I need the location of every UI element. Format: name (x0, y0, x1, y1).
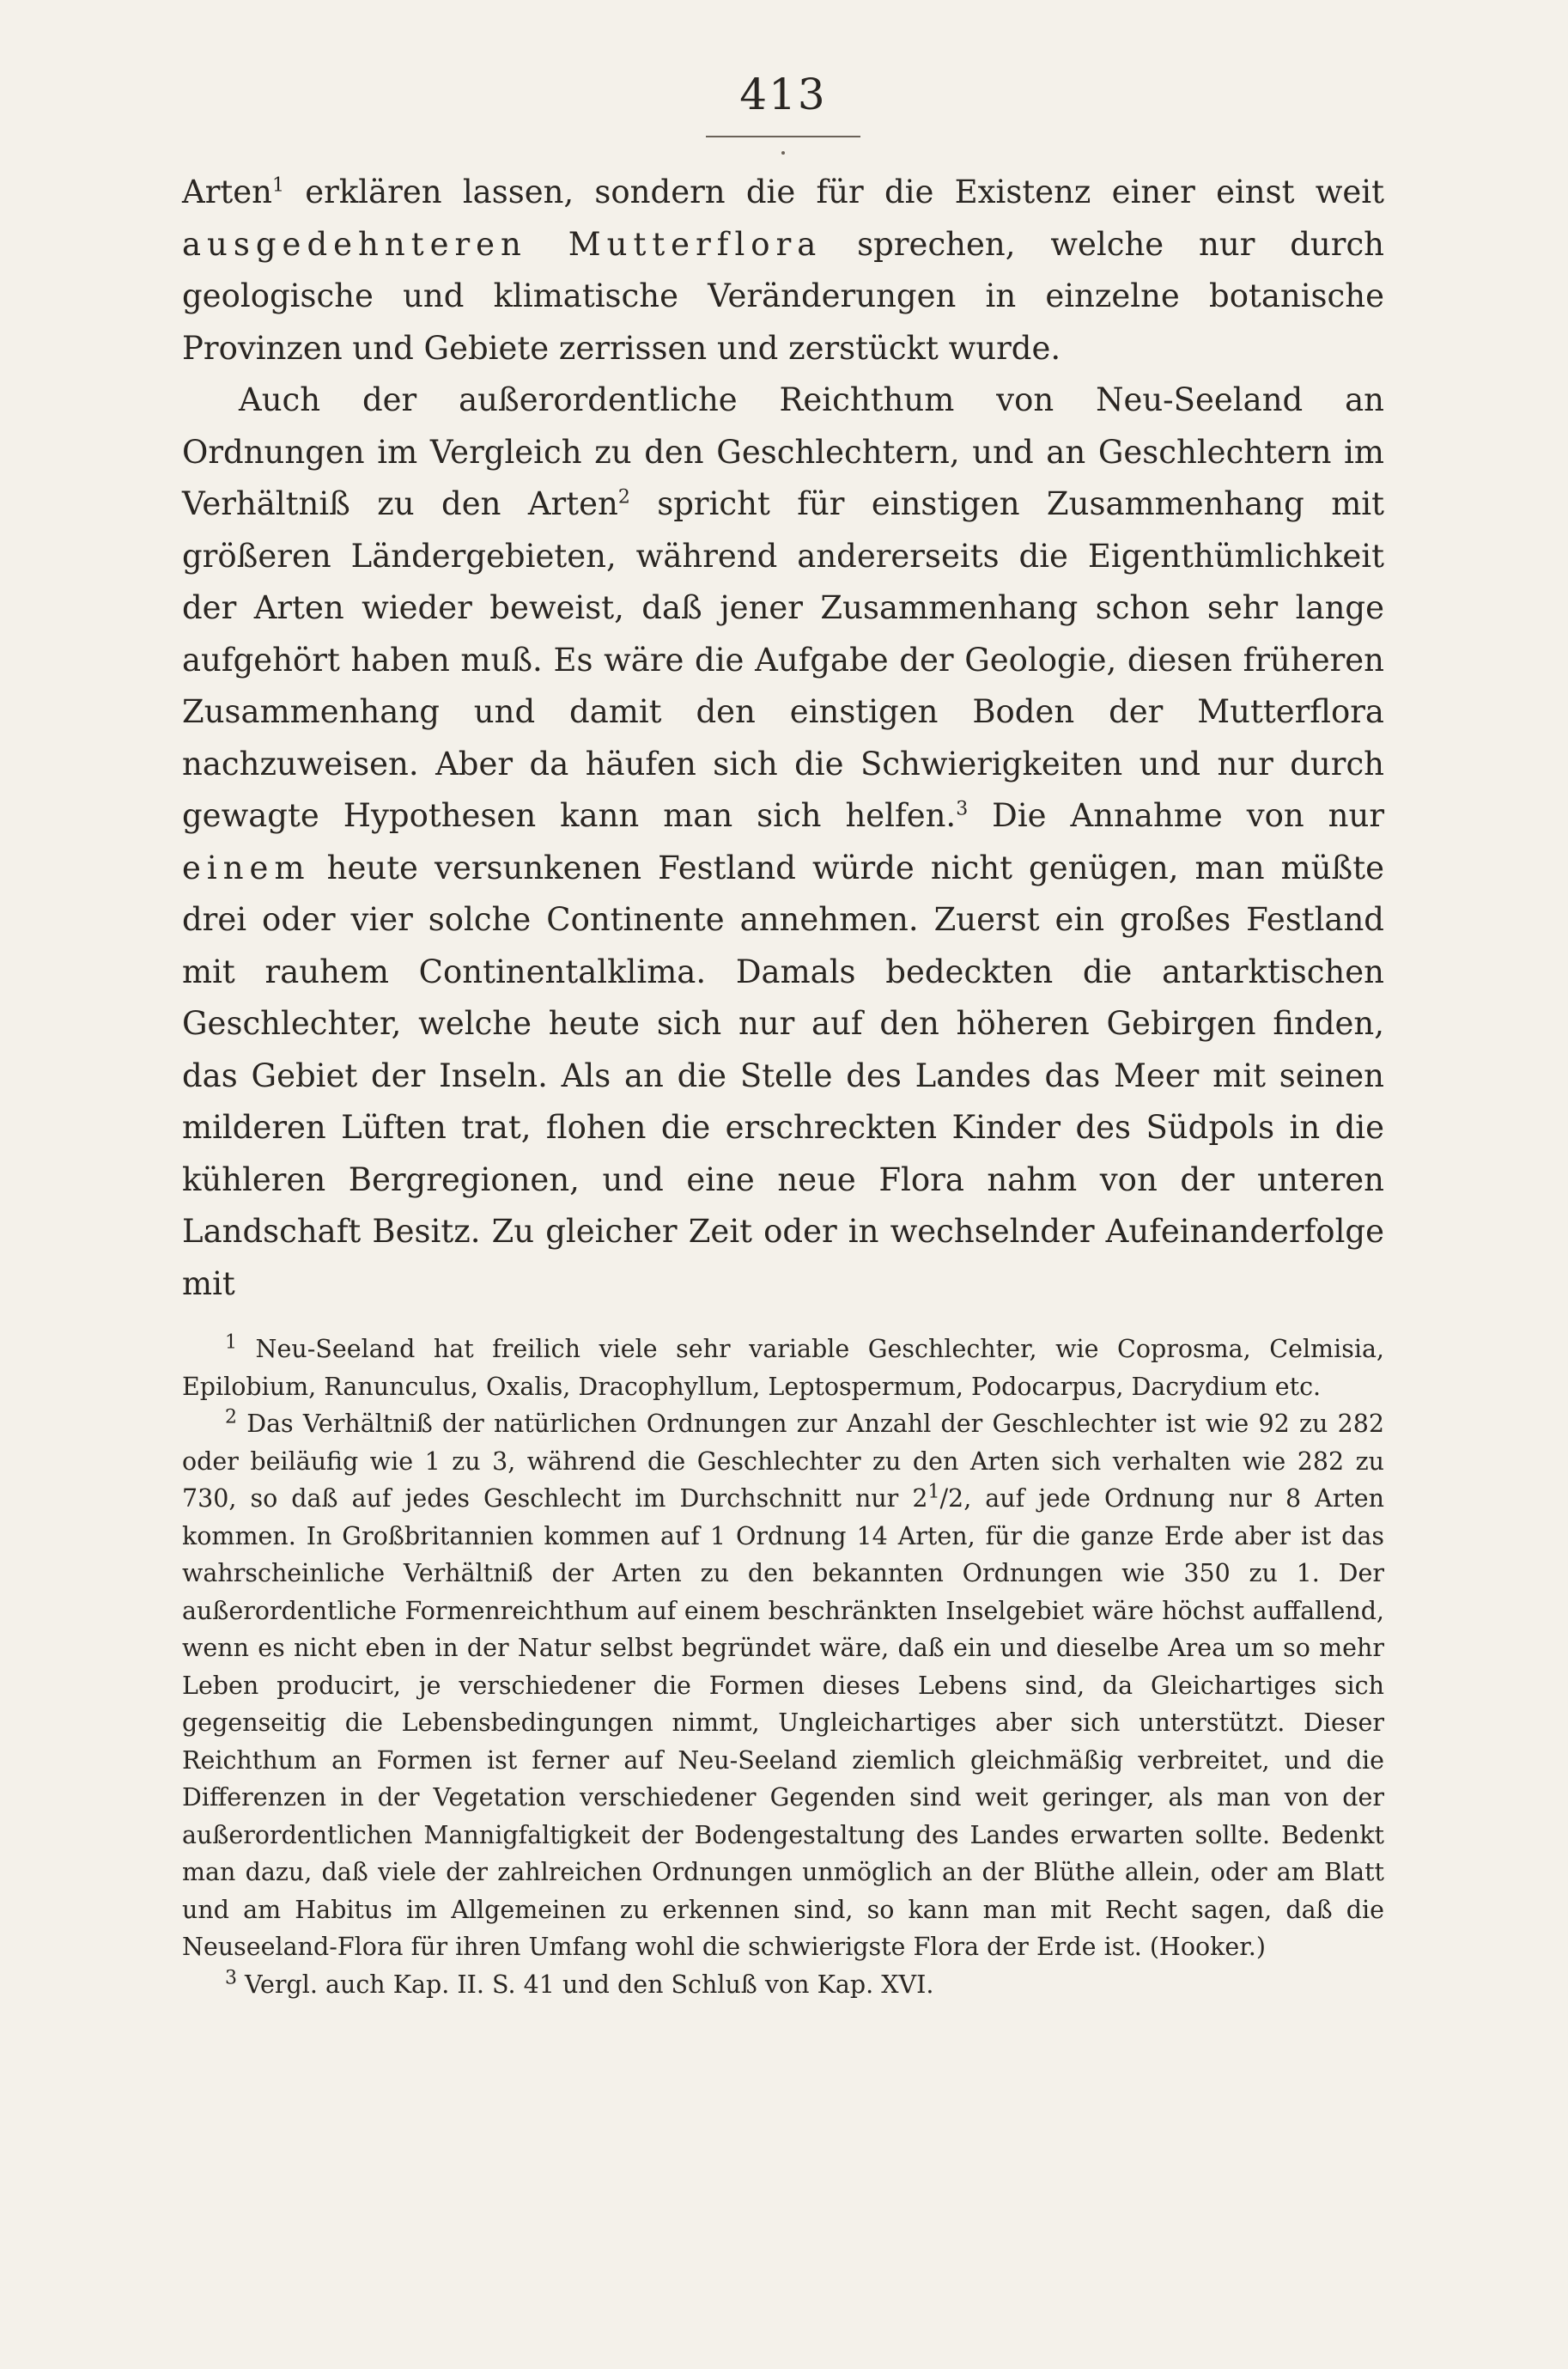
footnote-3-mark: 3 (225, 1967, 237, 1988)
spaced-emphasis-mutterflora: ausgedehnteren Mutterflora (182, 225, 823, 263)
header-rule (706, 136, 860, 137)
fraction-numerator: 1 (927, 1481, 940, 1503)
paragraph-2 (182, 375, 1384, 1310)
page-number: 413 (739, 70, 827, 119)
footnote-ref-3: 3 (956, 798, 969, 820)
footnote-3 (182, 1966, 1384, 2004)
footnote-1 (182, 1331, 1384, 1405)
footnote-2-text-b: , auf jede Ordnung nur 8 Arten kommen. In Großbritannien kommen auf 1 Ordnung 14 Arten, für die ganze Erde aber ist das wahrscheinliche Verhältniß der Arten zu den bekannten Ordnungen wie 350 zu 1. Der außerordentliche Formenreichthum auf einem beschränkten Inselgebiet wäre höchst auffallend, wenn es nicht eben in der Natur selbst begründet wäre, daß ein und dieselbe Area um so mehr Leben producirt, je verschiedener die Formen dieses Lebens sind, da Gleichartiges sich gegenseitig die Lebensbedingungen nimmt, Ungleichartiges aber sich unterstützt. Dieser Reichthum an Formen ist ferner auf Neu-Seeland ziemlich gleichmäßig verbreitet, und die Differenzen in der Vegetation verschiedener Gegenden sind weit geringer, als man von der außerordentlichen Mannigfaltigkeit der Bodengestaltung des Landes erwarten sollte. Bedenkt man dazu, daß viele der zahlreichen Ordnungen unmöglich an der Blüthe allein, oder am Blatt und am Habitus im Allgemeinen zu erkennen sind, so kann man mit Recht sagen, daß die Neuseeland-Flora für ihren Umfang wohl die schwierigste Flora der Erde ist. (Hooker.) (182, 1484, 1384, 1961)
spaced-emphasis-einem: einem (182, 849, 311, 886)
header-dot (781, 151, 785, 155)
footnote-2 (182, 1405, 1384, 1966)
paragraph-1-part-c: sprechen, welche nur durch geologische und klimatische Veränderungen in einzelne botanische Provinzen und Gebiete zerrissen und zerstückt wurde. (182, 225, 1384, 367)
footnote-2-text-a: Das Verhältniß der natürlichen Ordnungen zur Anzahl der Geschlechter ist wie 92 zu 282 oder beiläufig wie 1 zu 3, während die Geschlechter zu den Arten sich verhalten wie 282 zu 730, so daß auf jedes Geschlecht im Durchschnitt nur 2 (182, 1410, 1384, 1513)
paragraph-1 (182, 167, 1384, 375)
book-page (182, 69, 1384, 2003)
main-text (182, 167, 1384, 1310)
paragraph-2-start: Auch der außerordentliche Reichthum von Neu-Seeland an Ordnungen im Vergleich zu den Geschlechtern, und an Geschlechtern im Verhältniß zu den Arten (182, 381, 1384, 522)
footnote-1-text: Neu-Seeland hat freilich viele sehr variable Geschlechter, wie Coprosma, Celmisia, Epilobium, Ranunculus, Oxalis, Dracophyllum, Leptospermum, Podocarpus, Dacrydium etc. (182, 1335, 1384, 1401)
footnote-ref-2: 2 (617, 486, 630, 509)
paragraph-2-part-d: heute versunkenen Festland würde nicht genügen, man müßte drei oder vier solche Continente annehmen. Zuerst ein großes Festland mit rauhem Continentalklima. Damals bedeckten die antarktischen Geschlechter, welche heute sich nur auf den höheren Gebirgen finden, das Gebiet der Inseln. Als an die Stelle des Landes das Meer mit seinen milderen Lüften trat, flohen die erschreckten Kinder des Südpols in die kühleren Bergregionen, und eine neue Flora nahm von der unteren Landschaft Besitz. Zu gleicher Zeit oder in wechselnder Aufeinanderfolge mit (182, 849, 1384, 1302)
paragraph-1-start: Arten (182, 174, 273, 210)
paragraph-1-part-b: erklären lassen, sondern die für die Existenz einer einst weit (284, 174, 1384, 210)
footnote-1-mark: 1 (225, 1331, 237, 1354)
paragraph-2-part-b: spricht für einstigen Zusammenhang mit größeren Ländergebieten, während andererseits die Eigenthümlichkeit der Arten wieder beweist, daß jener Zusammenhang schon sehr lange aufgehört haben muß. Es wäre die Aufgabe der Geologie, diesen früheren Zusammenhang und damit den einstigen Boden der Mutterflora nachzuweisen. Aber da häufen sich die Schwierigkeiten und nur durch gewagte Hypothesen kann man sich helfen. (182, 485, 1384, 834)
fraction-denominator: /2 (939, 1484, 964, 1513)
footnote-2-mark: 2 (225, 1406, 237, 1428)
footnotes (182, 1331, 1384, 2003)
footnote-3-text: Vergl. auch Kap. II. S. 41 und den Schluß von Kap. XVI. (237, 1970, 934, 1999)
paragraph-2-part-c: Die Annahme von nur (968, 797, 1385, 834)
footnote-ref-1: 1 (272, 174, 285, 197)
